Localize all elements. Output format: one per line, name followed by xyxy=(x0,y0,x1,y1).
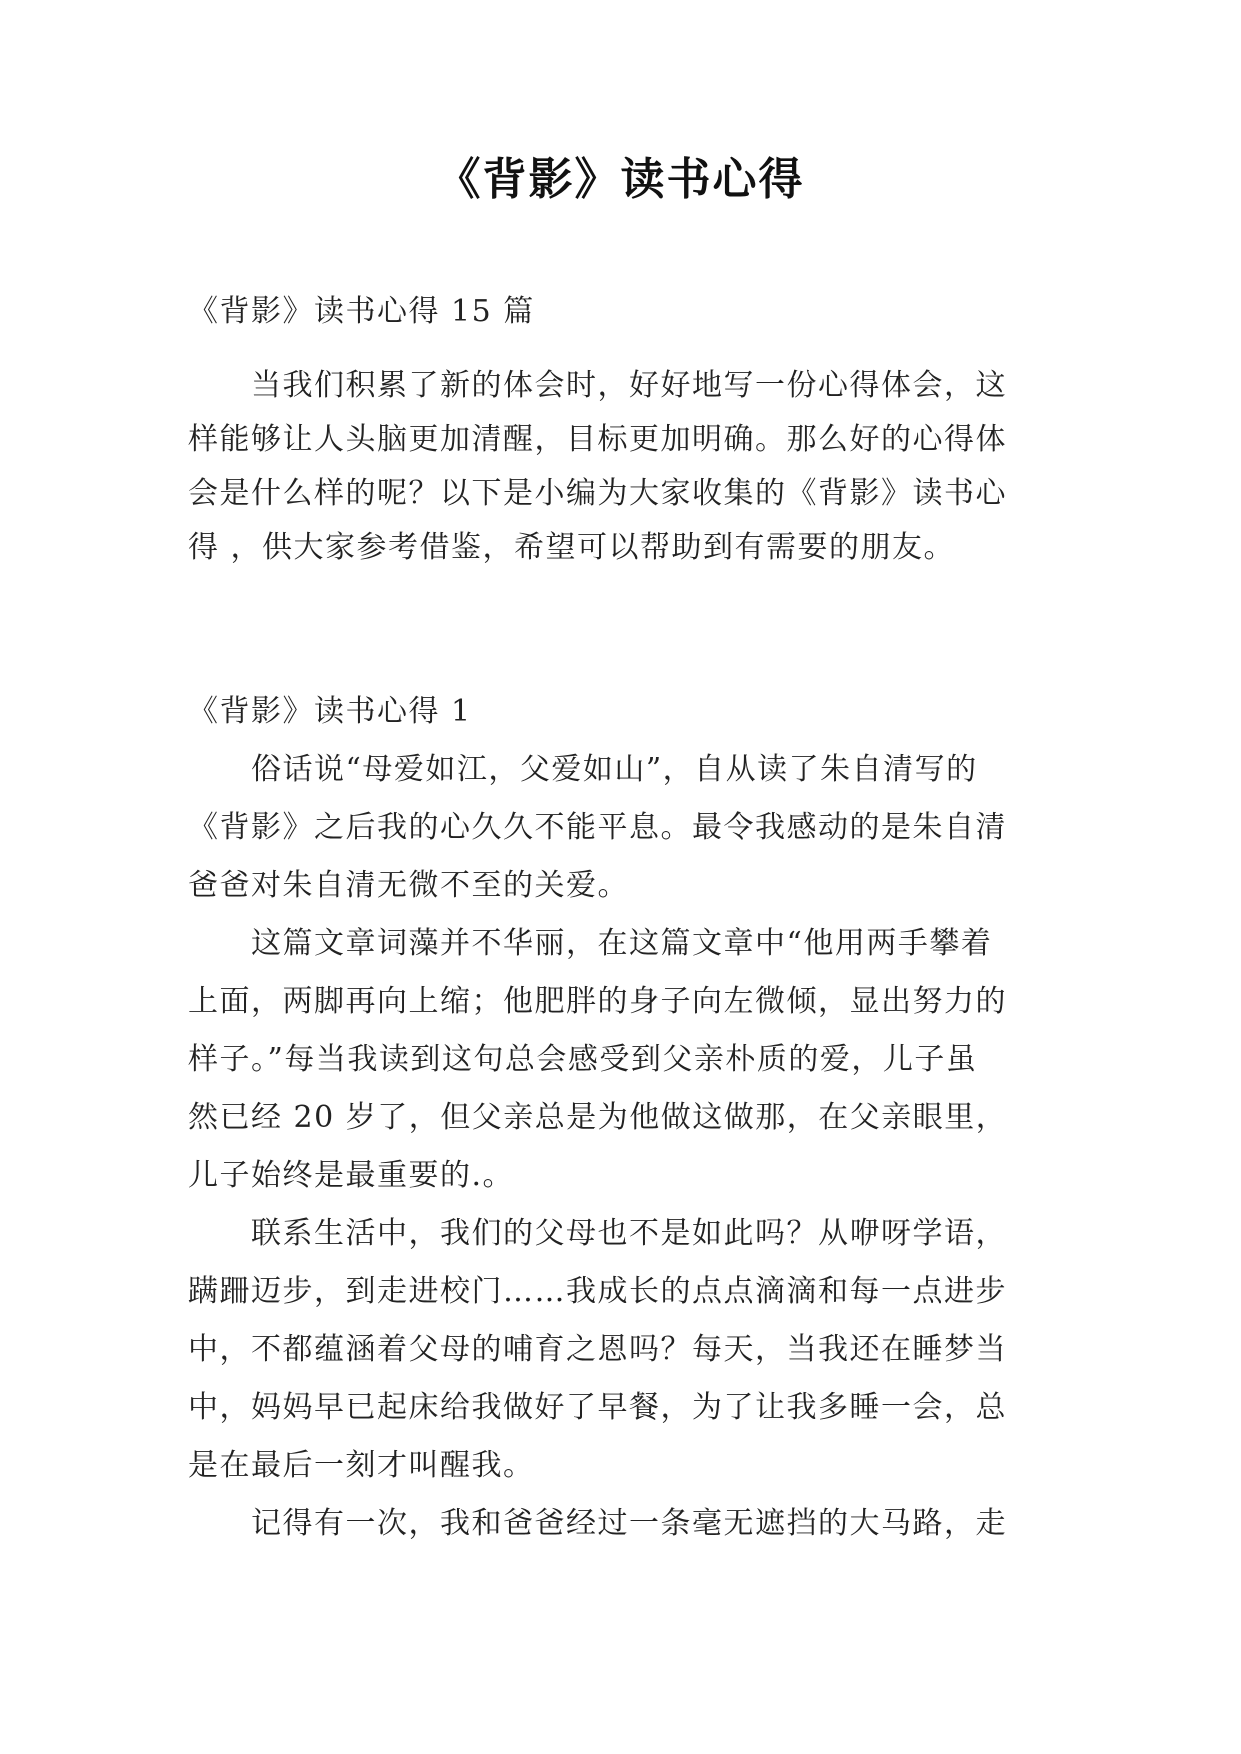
body-line: 中，不都蕴涵着父母的哺育之恩吗？每天，当我还在睡梦当 xyxy=(188,1332,1007,1367)
section-heading: 《背影》读书心得 1 xyxy=(188,694,472,729)
document-subtitle: 《背影》读书心得 15 篇 xyxy=(188,294,535,329)
intro-line: 会是什么样的呢？以下是小编为大家收集的《背影》读书心 xyxy=(188,476,1007,511)
body-line: 爸爸对朱自清无微不至的关爱。 xyxy=(188,868,629,903)
body-line: 上面，两脚再向上缩；他肥胖的身子向左微倾，显出努力的 xyxy=(188,984,1007,1019)
body-line: 儿子始终是最重要的.。 xyxy=(188,1158,515,1193)
body-line: 是在最后一刻才叫醒我。 xyxy=(188,1448,535,1483)
body-line: 这篇文章词藻并不华丽，在这篇文章中“他用两手攀着 xyxy=(188,926,993,961)
body-line: 然已经 20 岁了，但父亲总是为他做这做那，在父亲眼里， xyxy=(188,1100,1008,1135)
body-line: 蹒跚迈步，到走进校门……我成长的点点滴滴和每一点进步 xyxy=(188,1274,1007,1309)
body-line: 《背影》之后我的心久久不能平息。最令我感动的是朱自清 xyxy=(188,810,1007,845)
body-line: 中，妈妈早已起床给我做好了早餐，为了让我多睡一会，总 xyxy=(188,1390,1007,1425)
intro-line: 得 ，供大家参考借鉴，希望可以帮助到有需要的朋友。 xyxy=(188,530,956,565)
body-line: 俗话说“母爱如江，父爱如山”，自从读了朱自清写的 xyxy=(188,752,978,787)
body-line: 样子。”每当我读到这句总会感受到父亲朴质的爱，儿子虽 xyxy=(188,1042,978,1077)
body-line: 联系生活中，我们的父母也不是如此吗？从咿呀学语， xyxy=(188,1216,1007,1251)
intro-line: 样能够让人头脑更加清醒，目标更加明确。那么好的心得体 xyxy=(188,422,1007,457)
intro-line: 当我们积累了新的体会时，好好地写一份心得体会，这 xyxy=(188,368,1007,403)
document-title: 《背影》读书心得 xyxy=(436,154,805,205)
body-line: 记得有一次，我和爸爸经过一条毫无遮挡的大马路，走 xyxy=(188,1506,1007,1541)
